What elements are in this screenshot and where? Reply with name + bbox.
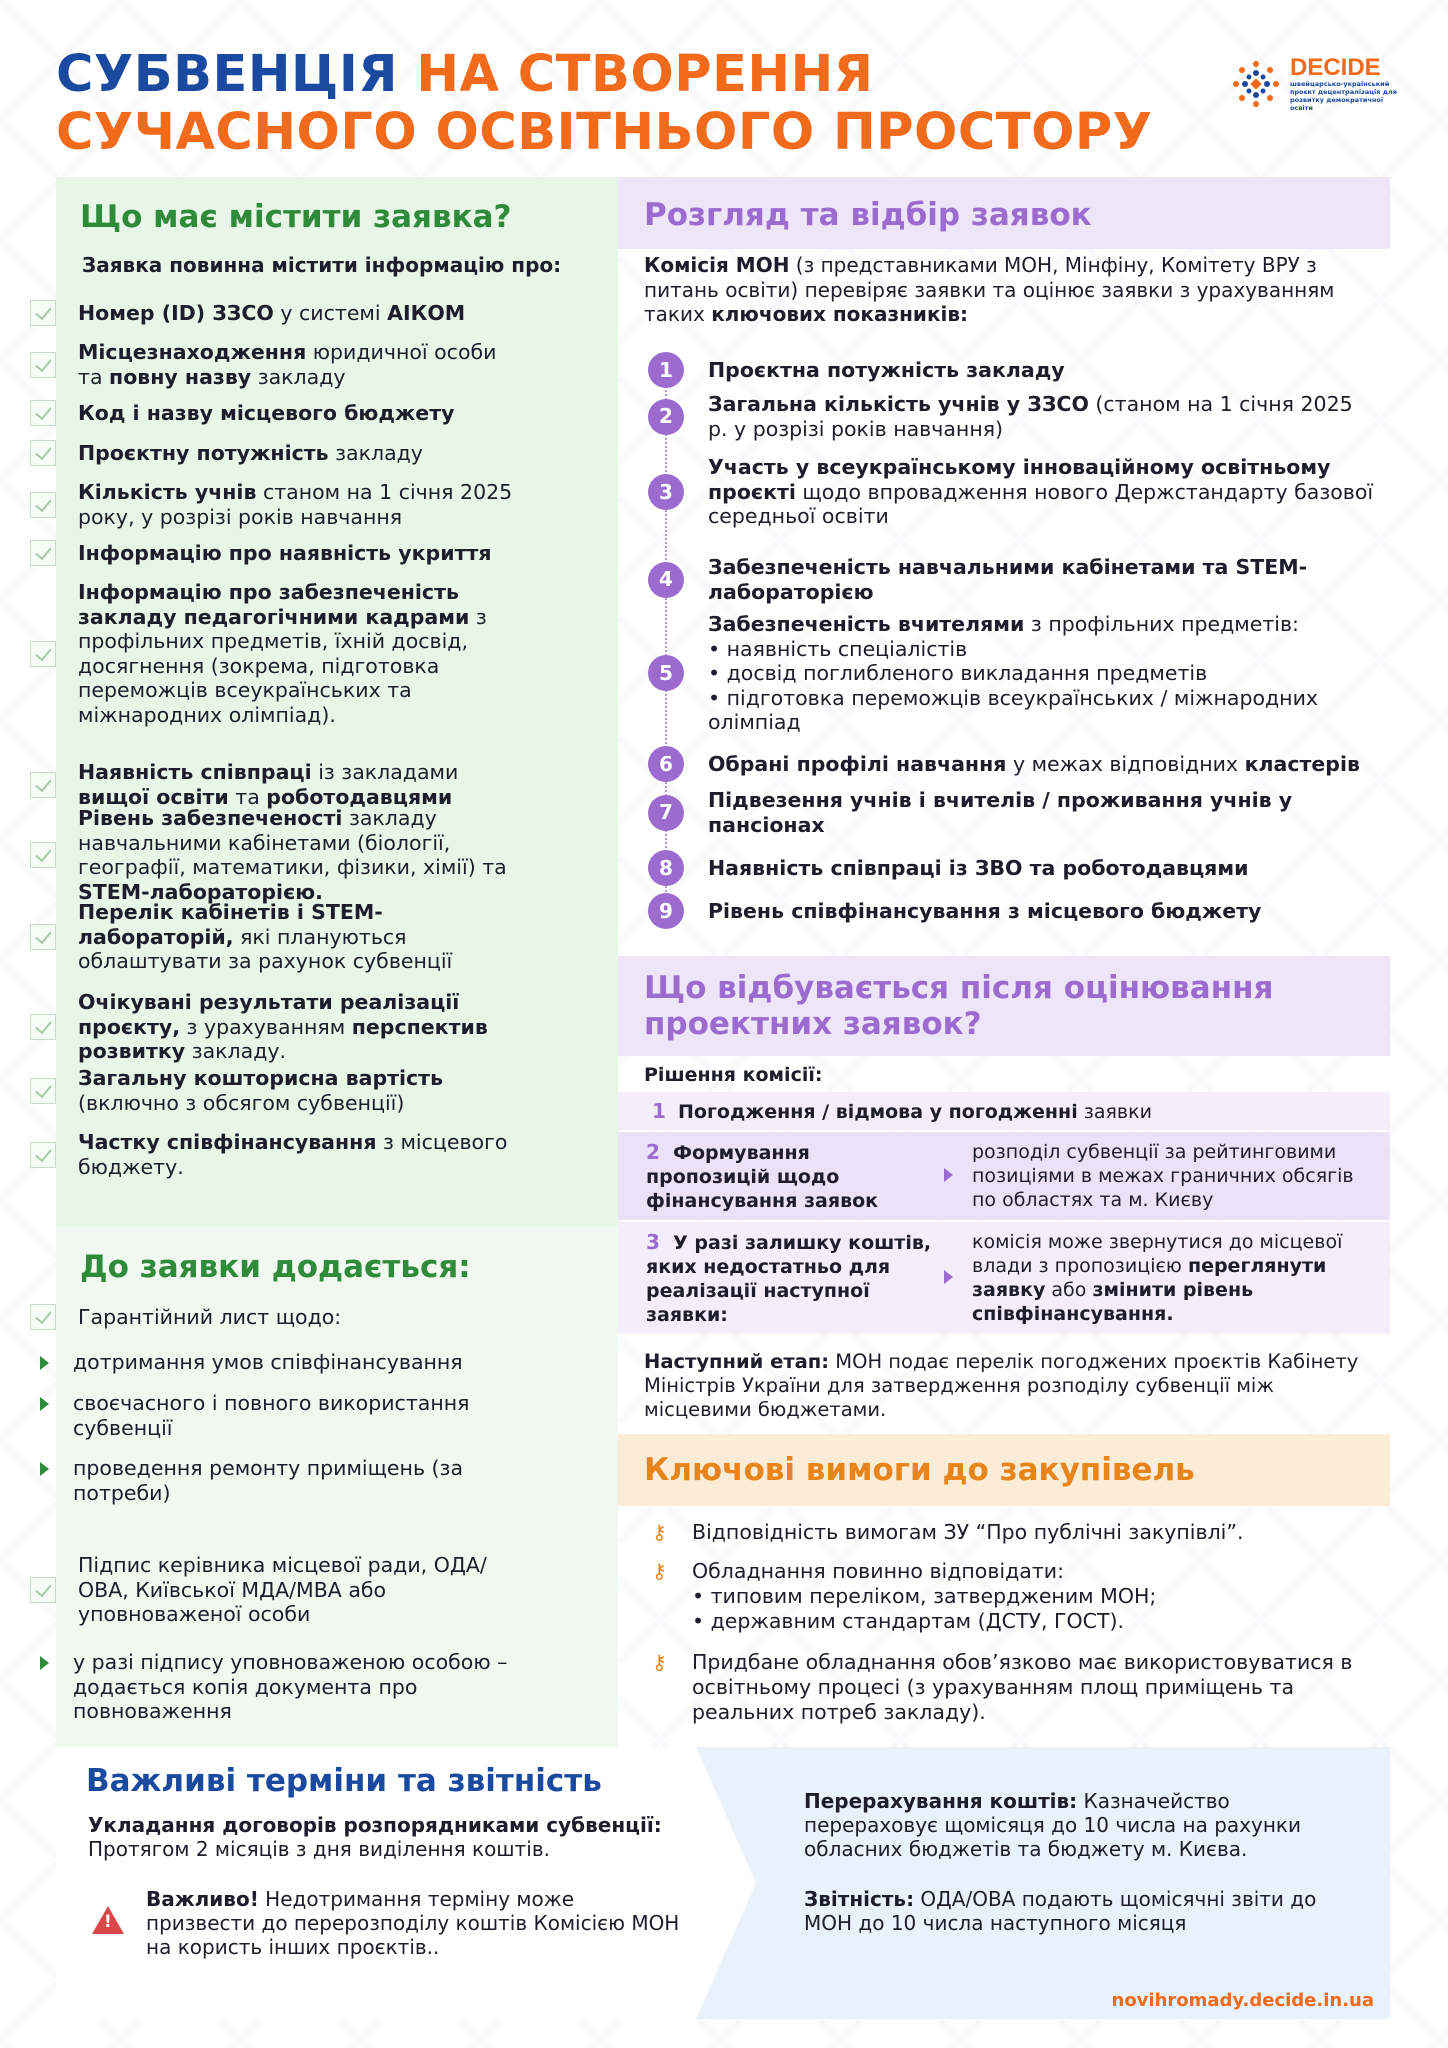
procurement-heading: Ключові вимоги до закупівель <box>618 1434 1390 1506</box>
key-icon: ⚷ <box>652 1650 667 1674</box>
check-icon <box>30 641 56 667</box>
step-number-badge: 3 <box>648 474 684 510</box>
criterion-item: 9 Рівень співфінансування з місцевого бюджету <box>648 893 1384 929</box>
page-title: СУБВЕНЦІЯ НА СТВОРЕННЯ СУЧАСНОГО ОСВІТНЬОГО ПРОСТОРУ <box>56 45 1153 162</box>
check-icon <box>30 1577 56 1603</box>
decision-row-3: 3 У разі залишку коштів, яких недостатньо для реалізації наступної заявки: комісія може звернутися до місцевої влади з пропозицією переглянути заявку або змінити рівень співфінансування. <box>618 1222 1390 1334</box>
decision-row-1: 1 Погодження / відмова у погодженні заявки <box>618 1092 1390 1130</box>
arrow-right-icon <box>944 1270 953 1284</box>
arrow-right-icon <box>40 1462 49 1476</box>
website-link[interactable]: novihromady.decide.in.ua <box>1111 1990 1374 2011</box>
application-item: Інформацію про наявність укриття <box>30 540 550 566</box>
application-item: Кількість учнів станом на 1 січня 2025 року, у розрізі років навчання <box>30 480 550 529</box>
guarantee-subitem: своєчасного і повного використання субвенції <box>40 1391 550 1440</box>
check-icon <box>30 440 56 466</box>
criterion-item: 4 Забезпеченість навчальними кабінетами та STEM-лабораторією <box>648 555 1384 604</box>
step-number-badge: 6 <box>648 746 684 782</box>
review-heading: Розгляд та відбір заявок <box>618 177 1390 249</box>
terms-section <box>56 1747 1390 2019</box>
step-number-badge: 5 <box>648 655 684 691</box>
decide-logo-icon <box>1230 58 1282 110</box>
guarantee-subitem: дотримання умов співфінансування <box>40 1350 550 1375</box>
procurement-item: ⚷ Відповідність вимогам ЗУ “Про публічні закупівлі”. <box>652 1520 1244 1544</box>
application-item: Інформацію про забезпеченість закладу педагогічними кадрами з профільних предметів, їхній досвід, досягнення (зокрема, підготовка переможців всеукраїнських та міжнародних олімпіад). <box>30 580 550 727</box>
step-number-badge: 7 <box>648 795 684 831</box>
arrow-right-icon <box>40 1656 49 1670</box>
procurement-item: ⚷ Обладнання повинно відповідати: • типовим переліком, затвердженим МОН; • державним стандартам (ДСТУ, ГОСТ). <box>652 1559 1157 1633</box>
terms-heading: Важливі терміни та звітність <box>86 1763 602 1799</box>
check-icon <box>30 540 56 566</box>
decide-logo[interactable] <box>1230 56 1402 112</box>
step-number-badge: 4 <box>648 562 684 598</box>
application-item: Перелік кабінетів і STEM-лабораторій, які плануються облаштувати за рахунок субвенції <box>30 900 550 974</box>
decision-row-2: 2 Формування пропозицій щодо фінансування заявок розподіл субвенції за рейтинговими позиціями в межах граничних обсягів по областях та м. Києву <box>618 1132 1390 1220</box>
contracts-term: Укладання договорів розпорядниками субвенції: Протягом 2 місяців з дня виділення коштів. <box>88 1813 662 1861</box>
arrow-right-icon <box>40 1397 49 1411</box>
transfer-term: Перерахування коштів: Казначейство перераховує щомісяця до 10 числа на рахунки обласних бюджетів та бюджету м. Києва. <box>804 1789 1302 1861</box>
key-icon: ⚷ <box>652 1559 667 1583</box>
application-heading: Що має містити заявка? <box>80 199 512 235</box>
reporting-term: Звітність: ОДА/ОВА подають щомісячні звіти до МОН до 10 числа наступного місяця <box>804 1887 1317 1935</box>
check-icon <box>30 924 56 950</box>
application-item: Код і назву місцевого бюджету <box>30 400 550 426</box>
timeline-line <box>665 366 667 916</box>
step-number-badge: 9 <box>648 893 684 929</box>
check-icon <box>30 300 56 326</box>
check-icon <box>30 1142 56 1168</box>
criterion-item: 5 Забезпеченість вчителями з профільних предметів: • наявність спеціалістів • досвід поглибленого викладання предметів • підготовка переможців всеукраїнських / міжнародних олімпіад <box>648 612 1384 735</box>
chevron-divider <box>696 1747 756 2019</box>
check-icon <box>30 400 56 426</box>
application-item: Загальну кошторисна вартість (включно з обсягом субвенції) <box>30 1066 550 1115</box>
application-item: Номер (ID) ЗЗСО у системі АІКОМ <box>30 300 550 326</box>
application-item: Частку співфінансування з місцевого бюджету. <box>30 1130 550 1179</box>
check-icon <box>30 772 56 798</box>
criterion-item: 3 Участь у всеукраїнському інноваційному освітньому проєкті щодо впровадження нового Держстандарту базової середньої освіти <box>648 455 1384 529</box>
signature-item: Підпис керівника місцевої ради, ОДА/ОВА, Київської МДА/МВА або уповноваженої особи <box>30 1553 510 1627</box>
application-item: Наявність співпраці із закладами вищої освіти та роботодавцями <box>30 760 550 809</box>
check-icon <box>30 352 56 378</box>
signature-note: у разі підпису уповноваженою особою – додається копія документа про повноваження <box>40 1650 510 1724</box>
application-item: Місцезнаходження юридичної особи та повну назву закладу <box>30 340 550 389</box>
check-icon <box>30 1014 56 1040</box>
warning-text: Важливо! Недотримання терміну може призвести до перерозподілу коштів Комісією МОН на користь інших проєктів.. <box>146 1887 680 1959</box>
check-icon <box>30 842 56 868</box>
application-item: Рівень забезпеченості закладу навчальними кабінетами (біології, географії, математики, фізики, хімії) та STEM-лабораторією. <box>30 806 550 904</box>
guarantee-subitem: проведення ремонту приміщень (за потреби) <box>40 1456 550 1505</box>
criterion-item: 1 Проєктна потужність закладу <box>648 352 1384 388</box>
application-lead: Заявка повинна містити інформацію про: <box>82 253 562 277</box>
next-stage: Наступний етап: МОН подає перелік погоджених проєктів Кабінету Міністрів України для затвердження розподілу субвенції між місцевими бюджетами. <box>644 1350 1359 1421</box>
check-icon <box>30 1078 56 1104</box>
criterion-item: 6 Обрані профілі навчання у межах відповідних кластерів <box>648 746 1384 782</box>
arrow-right-icon <box>40 1356 49 1370</box>
logo-name: DECIDE <box>1290 54 1381 81</box>
review-intro: Комісія МОН (з представниками МОН, Мінфіну, Комітету ВРУ з питань освіти) перевіряє заявки та оцінює заявки з урахуванням таких ключових показників: <box>644 253 1335 326</box>
criterion-item: 2 Загальна кількість учнів у ЗЗСО (станом на 1 січня 2025 р. у розрізі років навчання) <box>648 392 1384 441</box>
procurement-item: ⚷ Придбане обладнання обов’язково має використовуватися в освітньому процесі (з урахуванням площ приміщень та реальних потреб закладу). <box>652 1650 1353 1724</box>
step-number-badge: 2 <box>648 399 684 435</box>
criterion-item: 8 Наявність співпраці із ЗВО та роботодавцями <box>648 850 1384 886</box>
after-heading: Що відбувається після оцінювання проектних заявок? <box>618 956 1390 1056</box>
application-item: Проєктну потужність закладу <box>30 440 550 466</box>
step-number-badge: 1 <box>648 352 684 388</box>
warning-exclamation: ! <box>104 1912 112 1932</box>
criterion-item: 7 Підвезення учнів і вчителів / проживання учнів у пансіонах <box>648 788 1384 837</box>
check-icon <box>30 1304 56 1330</box>
attachments-heading: До заявки додається: <box>80 1249 471 1285</box>
arrow-right-icon <box>944 1168 953 1182</box>
key-icon: ⚷ <box>652 1520 667 1544</box>
decision-label: Рішення комісії: <box>644 1064 823 1086</box>
logo-subtitle: швейцарсько-український проєкт децентралізація для розвитку демократичної освіти <box>1290 80 1397 112</box>
step-number-badge: 8 <box>648 850 684 886</box>
guarantee-letter-item: Гарантійний лист щодо: <box>30 1304 550 1330</box>
application-item: Очікувані результати реалізації проєкту, з урахуванням перспектив розвитку закладу. <box>30 990 550 1064</box>
check-icon <box>30 492 56 518</box>
